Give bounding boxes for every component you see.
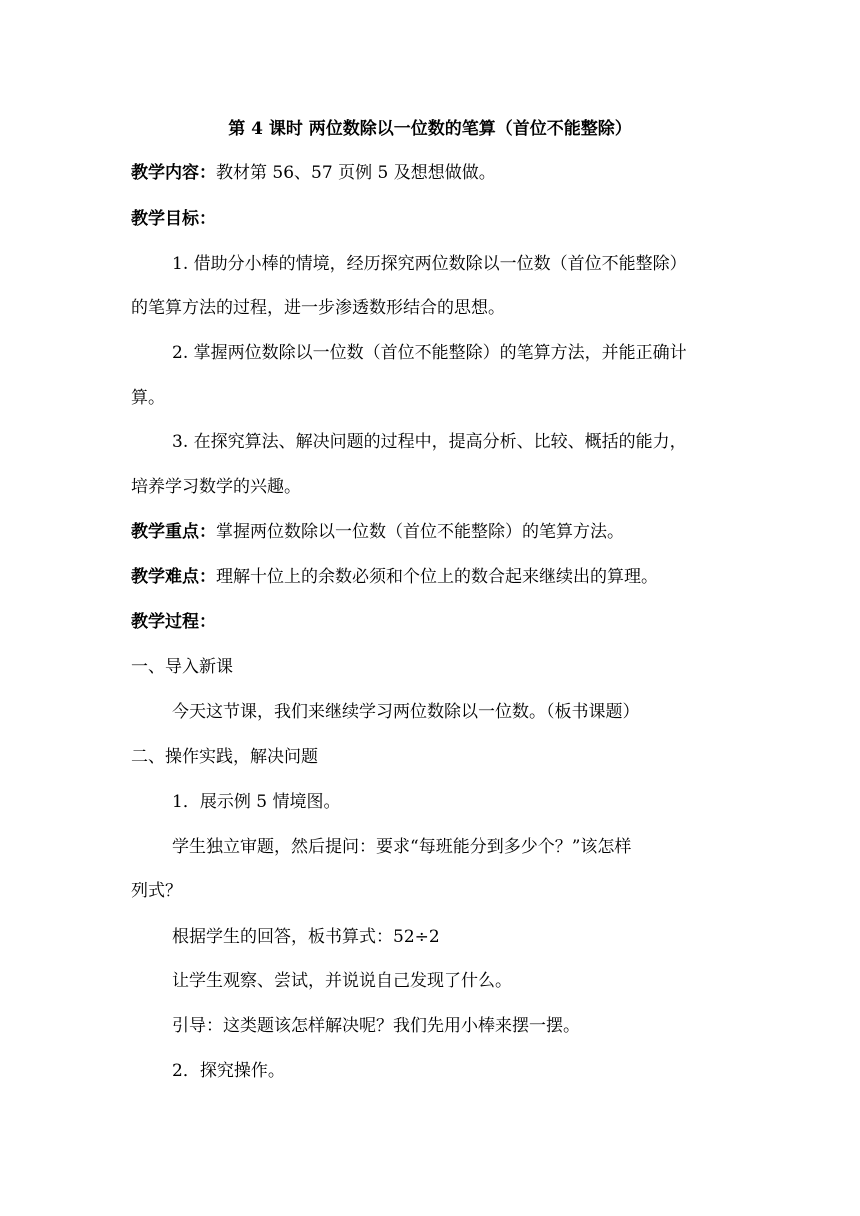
step-1-text-line-2: 列式？: [131, 881, 182, 901]
teaching-content: [131, 161, 496, 185]
goal-3-line-1: 3. 在探究算法、解决问题的过程中，提高分析、比较、概括的能力，: [172, 432, 687, 452]
section-2-heading: 二、操作实践，解决问题: [131, 747, 318, 767]
goal-3-line-2: 培养学习数学的兴趣。: [131, 477, 301, 497]
key-point: [131, 520, 624, 544]
step-1-answer: 根据学生的回答，板书算式：52÷2: [172, 927, 440, 947]
teaching-goals-label: 教学目标：: [131, 209, 216, 229]
step-1-text-line-1: 学生独立审题，然后提问：要求“每班能分到多少个？”该怎样: [172, 837, 632, 857]
difficulty: [131, 565, 658, 589]
step-1-observe: 让学生观察、尝试，并说说自己发现了什么。: [172, 971, 512, 991]
process-label: 教学过程：: [131, 612, 216, 632]
goal-1-line-1: 1. 借助分小棒的情境，经历探究两位数除以一位数（首位不能整除）: [172, 254, 687, 274]
section-1-heading: 一、导入新课: [131, 657, 233, 677]
step-1-heading: 1．展示例 5 情境图。: [172, 792, 341, 812]
teaching-content-label: 教学内容：: [131, 163, 216, 183]
goal-1-line-2: 的笔算方法的过程，进一步渗透数形结合的思想。: [131, 298, 505, 318]
key-point-label: 教学重点：: [131, 522, 216, 542]
section-1-text: 今天这节课，我们来继续学习两位数除以一位数。（板书课题）: [172, 702, 640, 722]
teaching-content-text: 教材第 56、57 页例 5 及想想做做。: [216, 163, 496, 183]
goal-2-line-2: 算。: [131, 388, 165, 408]
goal-2-line-1: 2. 掌握两位数除以一位数（首位不能整除）的笔算方法，并能正确计: [172, 343, 687, 363]
step-1-guide: 引导：这类题该怎样解决呢？我们先用小棒来摆一摆。: [172, 1016, 580, 1036]
page-title: 第 4 课时 两位数除以一位数的笔算（首位不能整除）: [228, 119, 632, 139]
difficulty-label: 教学难点：: [131, 567, 216, 587]
step-2-heading: 2．探究操作。: [172, 1061, 285, 1081]
key-point-text: 掌握两位数除以一位数（首位不能整除）的笔算方法。: [216, 522, 624, 542]
difficulty-text: 理解十位上的余数必须和个位上的数合起来继续出的算理。: [216, 567, 658, 587]
